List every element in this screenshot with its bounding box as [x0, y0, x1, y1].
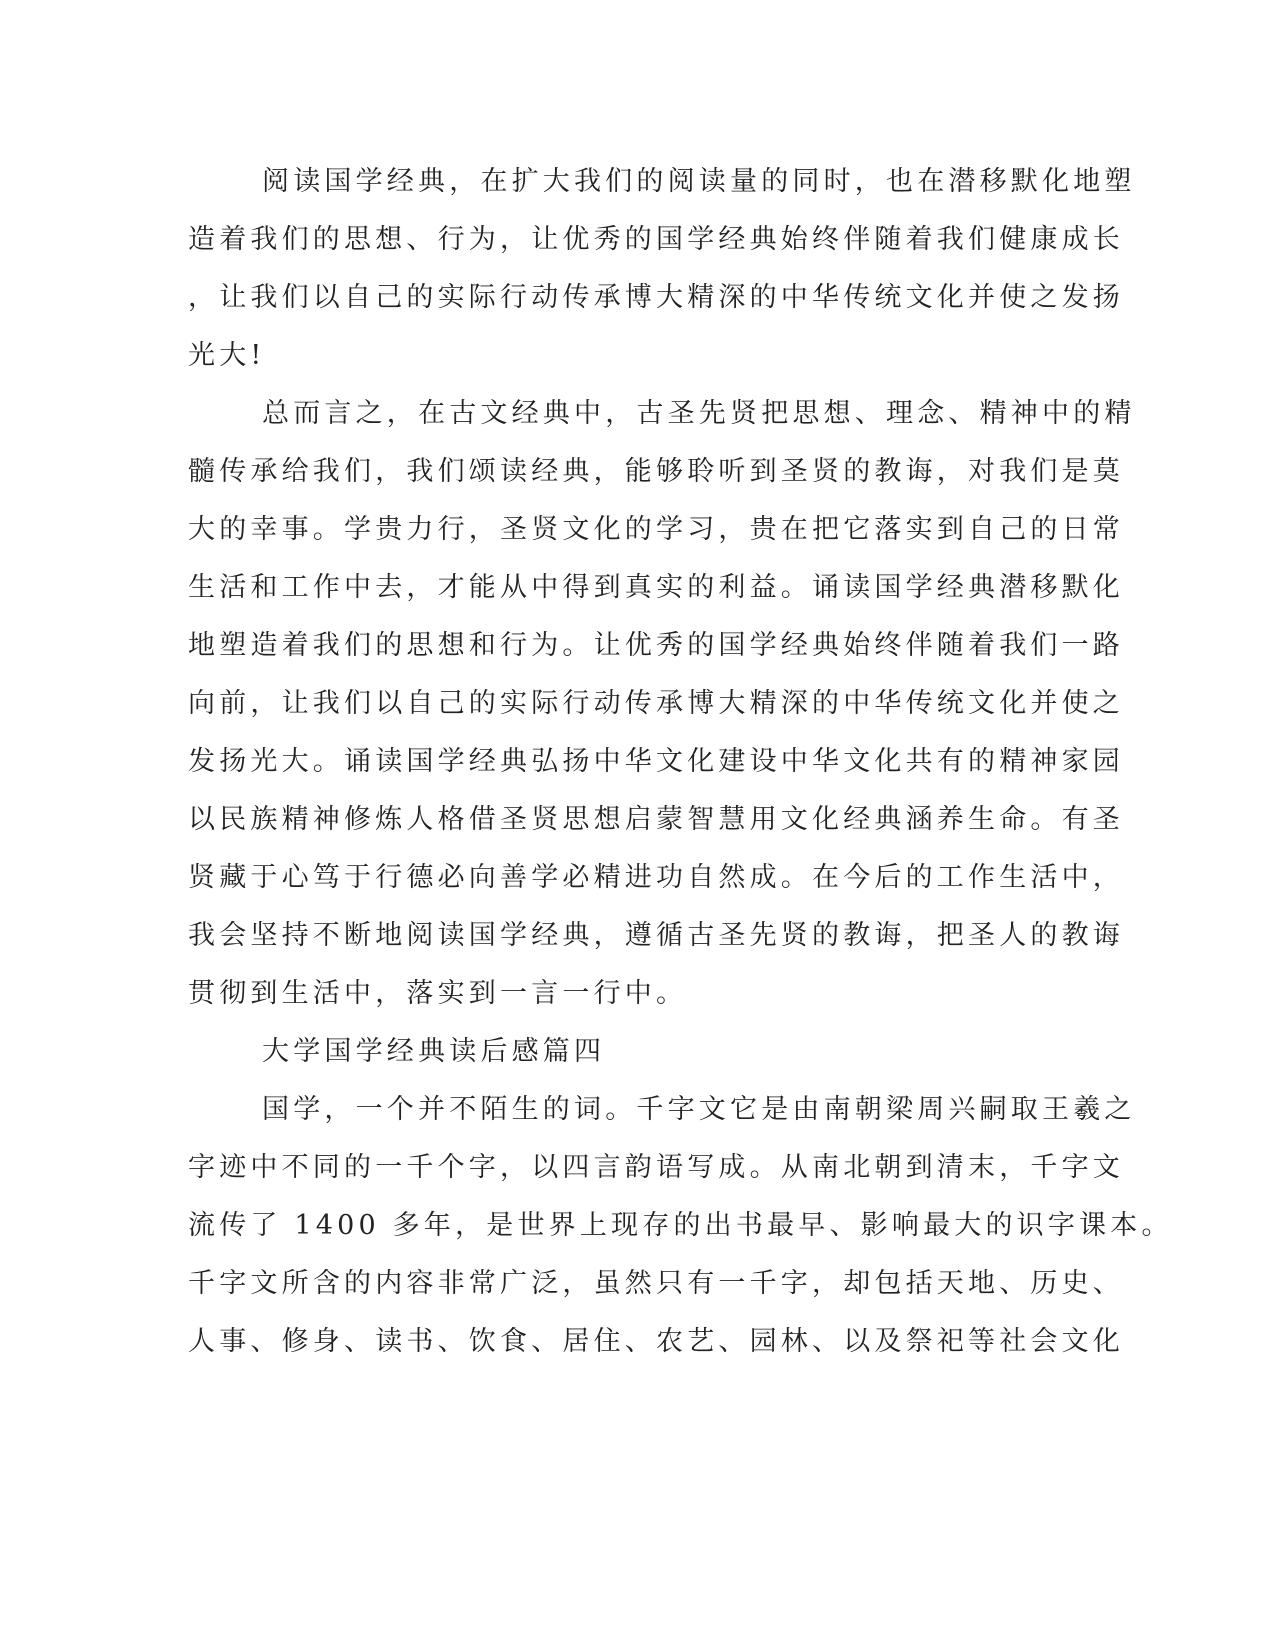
paragraph-line: 髓传承给我们，我们颂读经典，能够聆听到圣贤的教诲，对我们是莫	[188, 456, 1124, 487]
paragraph-line: 阅读国学经典，在扩大我们的阅读量的同时，也在潜移默化地塑	[262, 166, 1136, 197]
paragraph-line: 贯彻到生活中，落实到一言一行中。	[188, 978, 688, 1009]
paragraph-line: 生活和工作中去，才能从中得到真实的利益。诵读国学经典潜移默化	[188, 572, 1124, 603]
section-heading: 大学国学经典读后感篇四	[262, 1036, 606, 1067]
paragraph-line: 光大!	[188, 340, 266, 371]
paragraph-line: 地塑造着我们的思想和行为。让优秀的国学经典始终伴随着我们一路	[188, 630, 1124, 661]
paragraph-line: 字迹中不同的一千个字，以四言韵语写成。从南北朝到清末，千字文	[188, 1152, 1124, 1183]
paragraph-line: 向前，让我们以自己的实际行动传承博大精深的中华传统文化并使之	[188, 688, 1124, 719]
paragraph-line: 千字文所含的内容非常广泛，虽然只有一千字，却包括天地、历史、	[188, 1268, 1124, 1299]
paragraph-line: 流传了 1400 多年，是世界上现存的出书最早、影响最大的识字课本。	[188, 1210, 1173, 1241]
paragraph-line: 造着我们的思想、行为，让优秀的国学经典始终伴随着我们健康成长	[188, 224, 1124, 255]
paragraph-line: 我会坚持不断地阅读国学经典，遵循古圣先贤的教诲，把圣人的教诲	[188, 920, 1124, 951]
paragraph-line: ，让我们以自己的实际行动传承博大精深的中华传统文化并使之发扬	[188, 282, 1124, 313]
paragraph-line: 国学，一个并不陌生的词。千字文它是由南朝梁周兴嗣取王羲之	[262, 1094, 1136, 1125]
paragraph-line: 以民族精神修炼人格借圣贤思想启蒙智慧用文化经典涵养生命。有圣	[188, 804, 1124, 835]
paragraph-line: 大的幸事。学贵力行，圣贤文化的学习，贵在把它落实到自己的日常	[188, 514, 1124, 545]
paragraph-line: 贤藏于心笃于行德必向善学必精进功自然成。在今后的工作生活中，	[188, 862, 1124, 893]
paragraph-line: 总而言之，在古文经典中，古圣先贤把思想、理念、精神中的精	[262, 398, 1136, 429]
paragraph-line: 发扬光大。诵读国学经典弘扬中华文化建设中华文化共有的精神家园	[188, 746, 1124, 777]
paragraph-line: 人事、修身、读书、饮食、居住、农艺、园林、以及祭祀等社会文化	[188, 1326, 1124, 1357]
